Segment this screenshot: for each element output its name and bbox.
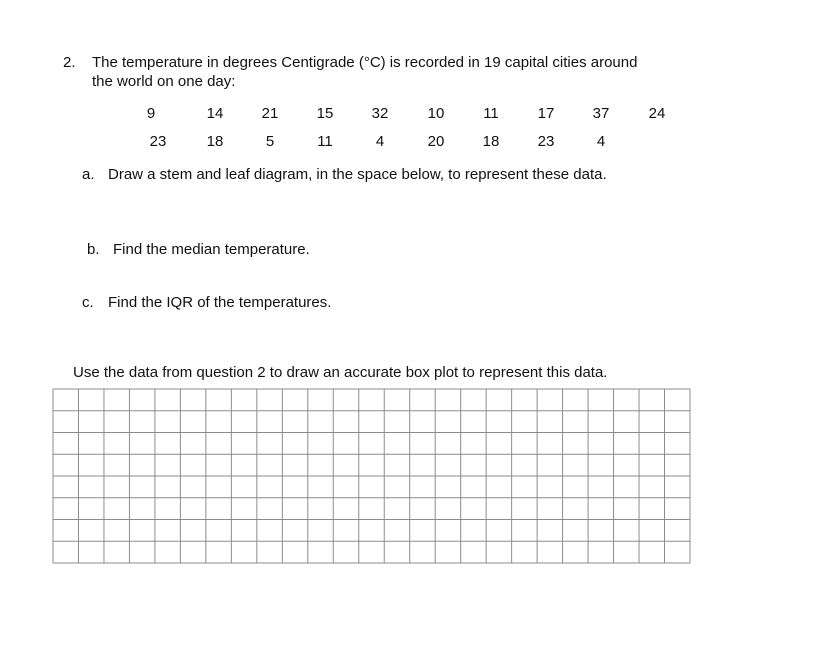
question-text-line-1: The temperature in degrees Centigrade (°C) is recorded in 19 capital cities around [92, 54, 638, 71]
data-value: 32 [371, 105, 389, 122]
data-value: 23 [149, 133, 167, 150]
data-value: 21 [261, 105, 279, 122]
question-text-line-2: the world on one day: [92, 73, 236, 90]
boxplot-instruction: Use the data from question 2 to draw an accurate box plot to represent this data. [73, 364, 608, 381]
part-b-text: Find the median temperature. [113, 241, 310, 258]
data-value: 10 [427, 105, 445, 122]
data-value: 17 [537, 105, 555, 122]
data-value: 18 [206, 133, 224, 150]
part-a-label: a. [82, 166, 95, 183]
data-value: 24 [648, 105, 666, 122]
data-value: 18 [482, 133, 500, 150]
question-number: 2. [63, 54, 76, 71]
data-value: 5 [265, 133, 275, 150]
data-value: 4 [596, 133, 606, 150]
data-value: 9 [146, 105, 156, 122]
part-c-label: c. [82, 294, 94, 311]
data-value: 11 [483, 105, 499, 122]
data-value: 23 [537, 133, 555, 150]
part-a-text: Draw a stem and leaf diagram, in the space below, to represent these data. [108, 166, 607, 183]
data-value: 11 [317, 133, 333, 150]
data-value: 4 [375, 133, 385, 150]
data-value: 20 [427, 133, 445, 150]
data-value: 14 [206, 105, 224, 122]
data-value: 15 [316, 105, 334, 122]
data-value: 37 [592, 105, 610, 122]
part-b-label: b. [87, 241, 100, 258]
part-c-text: Find the IQR of the temperatures. [108, 294, 332, 311]
